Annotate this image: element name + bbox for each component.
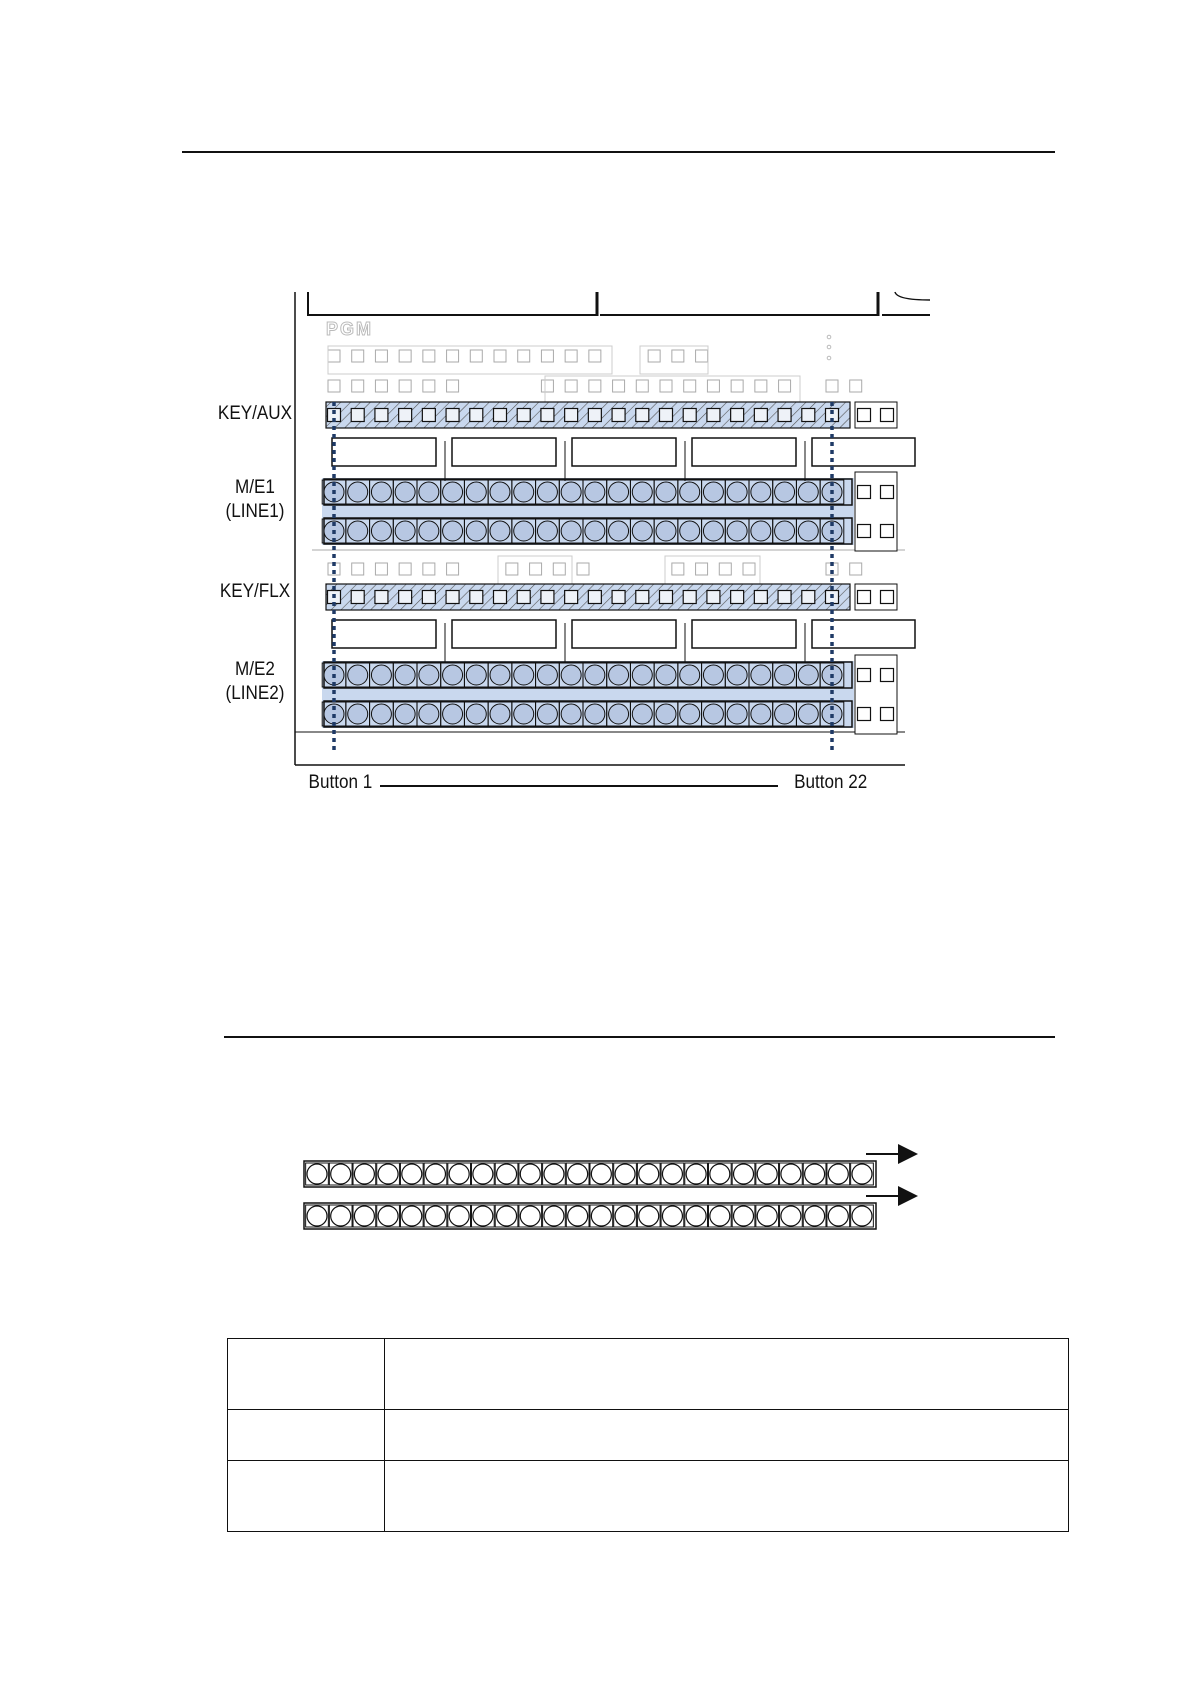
- fig2-button: [615, 1164, 635, 1184]
- table-cell: [385, 1410, 1069, 1461]
- panel-logo: PGM: [326, 319, 374, 339]
- fig2-button: [805, 1164, 825, 1184]
- fig2-button: [449, 1206, 469, 1226]
- fig2-button: [686, 1164, 706, 1184]
- fig2-button: [378, 1206, 398, 1226]
- fig2-button: [544, 1206, 564, 1226]
- fig2-button: [520, 1164, 540, 1184]
- label-me2: M/E2: [235, 659, 275, 680]
- table-cell: [385, 1339, 1069, 1410]
- fig2-button: [568, 1206, 588, 1226]
- table-cell: [385, 1460, 1069, 1531]
- fig2-button: [473, 1206, 493, 1226]
- fig2-button: [354, 1206, 374, 1226]
- fig2-button: [425, 1206, 445, 1226]
- fig2-button: [757, 1206, 777, 1226]
- fig2-button: [686, 1206, 706, 1226]
- fig2-button: [757, 1164, 777, 1184]
- label-me1: M/E1: [235, 477, 275, 498]
- table-row: [228, 1339, 1069, 1410]
- fig2-button: [710, 1206, 730, 1226]
- fig2-button: [402, 1206, 422, 1226]
- fig2-button: [520, 1206, 540, 1226]
- fig2-button: [781, 1164, 801, 1184]
- fig2-button: [331, 1206, 351, 1226]
- fig2-button: [781, 1206, 801, 1226]
- fig2-button: [331, 1164, 351, 1184]
- fig2-button: [591, 1164, 611, 1184]
- parameter-table: [227, 1338, 1069, 1532]
- table-row: [228, 1460, 1069, 1531]
- fig2-button: [425, 1164, 445, 1184]
- fig2-button: [497, 1206, 517, 1226]
- fig2-button: [734, 1206, 754, 1226]
- fig2-button: [852, 1164, 872, 1184]
- table-cell: [228, 1339, 385, 1410]
- fig2-button: [852, 1206, 872, 1226]
- fig2-button: [378, 1164, 398, 1184]
- label-button-22: Button 22: [794, 772, 868, 793]
- fig2-button: [828, 1206, 848, 1226]
- fig2-button: [473, 1164, 493, 1184]
- fig2-button: [662, 1164, 682, 1184]
- fig2-button: [591, 1206, 611, 1226]
- table-cell: [228, 1460, 385, 1531]
- table-cell: [228, 1410, 385, 1461]
- label-me2-line: (LINE2): [225, 683, 285, 704]
- fig2-button: [402, 1164, 422, 1184]
- fig2-button: [615, 1206, 635, 1226]
- fig2-button: [544, 1164, 564, 1184]
- label-me1-line: (LINE1): [225, 501, 285, 522]
- fig2-button: [805, 1206, 825, 1226]
- fig2-button: [828, 1164, 848, 1184]
- fig2-button: [307, 1164, 327, 1184]
- fig2-button: [710, 1164, 730, 1184]
- fig2-button: [307, 1206, 327, 1226]
- table-row: [228, 1410, 1069, 1461]
- fig2-button: [568, 1164, 588, 1184]
- fig2-button: [662, 1206, 682, 1226]
- fig2-button: [639, 1164, 659, 1184]
- fig2-button: [354, 1164, 374, 1184]
- fig2-button: [449, 1164, 469, 1184]
- label-button-1: Button 1: [308, 772, 373, 793]
- fig2-button: [639, 1206, 659, 1226]
- label-key-aux: KEY/AUX: [217, 403, 293, 424]
- fig2-button: [734, 1164, 754, 1184]
- label-key-flx: KEY/FLX: [219, 581, 291, 602]
- fig2-button: [497, 1164, 517, 1184]
